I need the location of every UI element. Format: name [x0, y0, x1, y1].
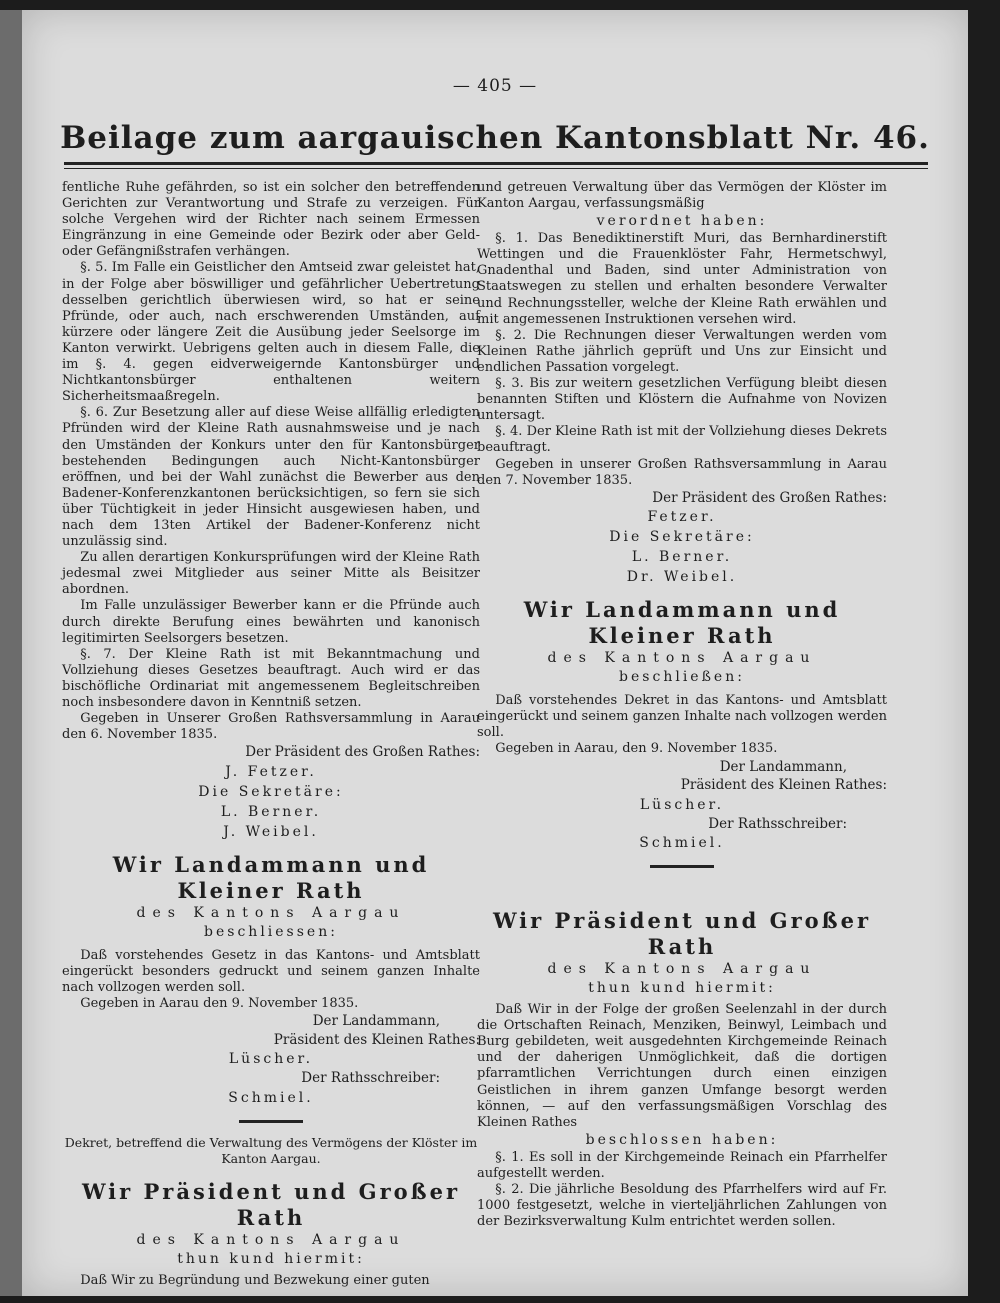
paragraph: Gegeben in Unserer Großen Rathsversammlung in Aarau den 6. November 1835. — [62, 711, 480, 743]
signature-title: Der Landammann, — [312, 1013, 440, 1030]
paragraph: §. 7. Der Kleine Rath ist mit Bekanntmachung und Vollziehung dieses Gesetzes beauftragt. Auch wird er das bischöfliche Ordinariat mit angemessenem Begleitschreiben noch insbesondere davon in Kenntniß setzen. — [62, 646, 480, 710]
signature-name: J. Fetzer. — [225, 763, 317, 780]
banner-subtitle: thun kund hiermit: — [177, 1250, 365, 1267]
signature-name: L. Berner. — [631, 549, 733, 566]
signature-name: Lüscher. — [228, 1051, 314, 1068]
paragraph: fentliche Ruhe gefährden, so ist ein solcher den betreffenden Gerichten zur Verantwortung und Strafe zu verzeigen. Für solche Vergehen wird der Richter nach seinem Ermessen Eingränzung in eine Gemeinde oder Bezirk oder aber Geld- oder Gefängnißstrafen verhängen. — [62, 180, 480, 260]
signature-title: Der Rathsschreiber: — [708, 815, 847, 832]
decree-banner: Wir Landammann und Kleiner Rath — [112, 851, 430, 903]
signature-title: Der Präsident des Großen Rathes: — [245, 744, 480, 761]
section-heading: verordnet haben: — [596, 213, 768, 230]
banner-subtitle: des Kantons Aargau — [547, 650, 817, 667]
section-divider — [650, 865, 714, 868]
section-heading: beschlossen haben: — [585, 1131, 779, 1148]
paragraph: §. 4. Der Kleine Rath ist mit der Vollziehung dieses Dekrets beauftragt. — [477, 424, 887, 456]
paragraph: Daß Wir zu Begründung und Bezwekung einer guten — [80, 1272, 430, 1288]
paragraph: Gegeben in Aarau den 9. November 1835. — [80, 996, 359, 1012]
decree-banner: Wir Landammann und Kleiner Rath — [523, 597, 841, 649]
paragraph: §. 3. Bis zur weitern gesetzlichen Verfügung bleibt diesen benannten Stiften und Klöstern die Aufnahme von Novizen untersagt. — [477, 376, 887, 424]
signature-title: Die Sekretäre: — [198, 783, 344, 800]
signature-name: Lüscher. — [639, 796, 725, 813]
left-column — [62, 180, 480, 1289]
paragraph: §. 1. Das Benediktinerstift Muri, das Bernhardinerstift Wettingen und die Frauenklöster Fahr, Hermetschwyl, Gnadenthal und Baden, sind unter Administration von Staatswegen zu stellen und erhalten besondere Verwalter und Rechnungssteller, welche der Kleine Rath erwählen und mit angemessenen Instruktionen versehen wird. — [477, 231, 887, 327]
signature-name: Dr. Weibel. — [626, 569, 738, 586]
decree-title: Dekret, betreffend die Verwaltung des Vermögens der Klöster im Kanton Aargau. — [64, 1134, 478, 1166]
signature-title: Der Landammann, — [719, 758, 847, 775]
banner-subtitle: thun kund hiermit: — [588, 980, 776, 997]
paragraph: Gegeben in unserer Großen Rathsversammlung in Aarau den 7. November 1835. — [477, 456, 887, 488]
signature-title: Präsident des Kleinen Rathes: — [680, 777, 887, 794]
decree-banner: Wir Präsident und Großer Rath — [492, 908, 872, 960]
paragraph: §. 5. Im Falle ein Geistlicher den Amtseid zwar geleistet hat, in der Folge aber böswilliger und gefährlicher Uebertretung desselben gerichtlich überwiesen wird, so hat er seine Pfründe, oder auch, nach erschwerenden Umständen, auf kürzere oder längere Zeit die Ausübung jeder Seelsorge im Kanton verwirkt. Uebrigens gelten auch in diesem Falle, die im §. 4. gegen eidverweigernde Kantonsbürger und Nichtkantonsbürger enthaltenen weitern Sicherheitsmaaßregeln. — [62, 260, 480, 405]
paragraph: Daß vorstehendes Gesetz in das Kantons- und Amtsblatt eingerückt besonders gedruckt und seinem ganzen Inhalte nach vollzogen werden soll. — [62, 947, 480, 995]
signature-title: Die Sekretäre: — [609, 529, 755, 546]
banner-subtitle: beschliessen: — [204, 923, 338, 940]
header-rule — [64, 162, 928, 169]
paragraph: §. 2. Die jährliche Besoldung des Pfarrhelfers wird auf Fr. 1000 festgesetzt, welche in vierteljährlichen Zahlungen von der Bezirksverwaltung Kulm entrichtet werden sollen. — [477, 1182, 887, 1230]
paragraph: §. 1. Es soll in der Kirchgemeinde Reinach ein Pfarrhelfer aufgestellt werden. — [477, 1149, 887, 1181]
banner-subtitle: beschließen: — [619, 669, 745, 686]
paragraph: und getreuen Verwaltung über das Vermögen der Klöster im Kanton Aargau, verfassungsmäßig — [477, 180, 887, 212]
banner-subtitle: des Kantons Aargau — [136, 904, 406, 921]
decree-banner: Wir Präsident und Großer Rath — [81, 1178, 461, 1230]
banner-subtitle: des Kantons Aargau — [136, 1231, 406, 1248]
document-page — [22, 10, 968, 1296]
paragraph: Zu allen derartigen Konkursprüfungen wird der Kleine Rath jedesmal zwei Mitglieder aus seiner Mitte als Beisitzer abordnen. — [62, 550, 480, 598]
right-column — [477, 180, 887, 1230]
paragraph: Gegeben in Aarau, den 9. November 1835. — [495, 741, 778, 757]
page-edge-shadow — [0, 10, 22, 1296]
paragraph: Daß Wir in der Folge der großen Seelenzahl in der durch die Ortschaften Reinach, Menziken, Beinwyl, Leimbach und Burg gebildeten, weit ausgedehnten Kirchgemeinde Reinach und der daherigen Unmöglichkeit, daß die dortigen pfarramtlichen Verrichtungen durch einen einzigen Geistlichen in ihrem ganzen Umfange besorgt werden können, — auf den verfassungsmäßigen Vorschlag des Kleinen Rathes — [477, 1002, 887, 1130]
paragraph: §. 6. Zur Besetzung aller auf diese Weise allfällig erledigten Pfründen wird der Kleine Rath ausnahmsweise und je nach den Umständen der Konkurs unter den für Kantonsbürger bestehenden Bedingungen auch Nicht-Kantonsbürger eröffnen, und bei der Wahl zunächst die Bewerber aus den Badener-Konferenzkantonen berücksichtigen, so fern sie sich über Tüchtigkeit in jeder Hinsicht ausgewiesen haben, und nach dem 13ten Artikel der Badener-Konferenz nicht unzulässig sind. — [62, 405, 480, 550]
paragraph: Im Falle unzulässiger Bewerber kann er die Pfründe auch durch direkte Berufung eines bewährten und kanonisch legitimirten Seelsorgers besetzen. — [62, 598, 480, 646]
page-headline: Beilage zum aargauischen Kantonsblatt Nr. 46. — [60, 120, 930, 156]
signature-name: Fetzer. — [647, 509, 717, 526]
signature-title: Der Rathsschreiber: — [301, 1070, 440, 1087]
paragraph: Daß vorstehendes Dekret in das Kantons- und Amtsblatt eingerückt und seinem ganzen Inhalte nach vollzogen werden soll. — [477, 693, 887, 741]
page-number: — 405 — — [452, 76, 538, 96]
signature-name: J. Weibel. — [223, 823, 319, 840]
signature-name: Schmiel. — [228, 1089, 314, 1106]
signature-name: L. Berner. — [220, 803, 322, 820]
signature-title: Der Präsident des Großen Rathes: — [652, 489, 887, 506]
signature-title: Präsident des Kleinen Rathes: — [273, 1031, 480, 1048]
section-divider — [239, 1120, 303, 1123]
paragraph: §. 2. Die Rechnungen dieser Verwaltungen werden vom Kleinen Rathe jährlich geprüft und Uns zur Einsicht und endlichen Passation vorgelegt. — [477, 327, 887, 375]
banner-subtitle: des Kantons Aargau — [547, 961, 817, 978]
signature-name: Schmiel. — [639, 835, 725, 852]
